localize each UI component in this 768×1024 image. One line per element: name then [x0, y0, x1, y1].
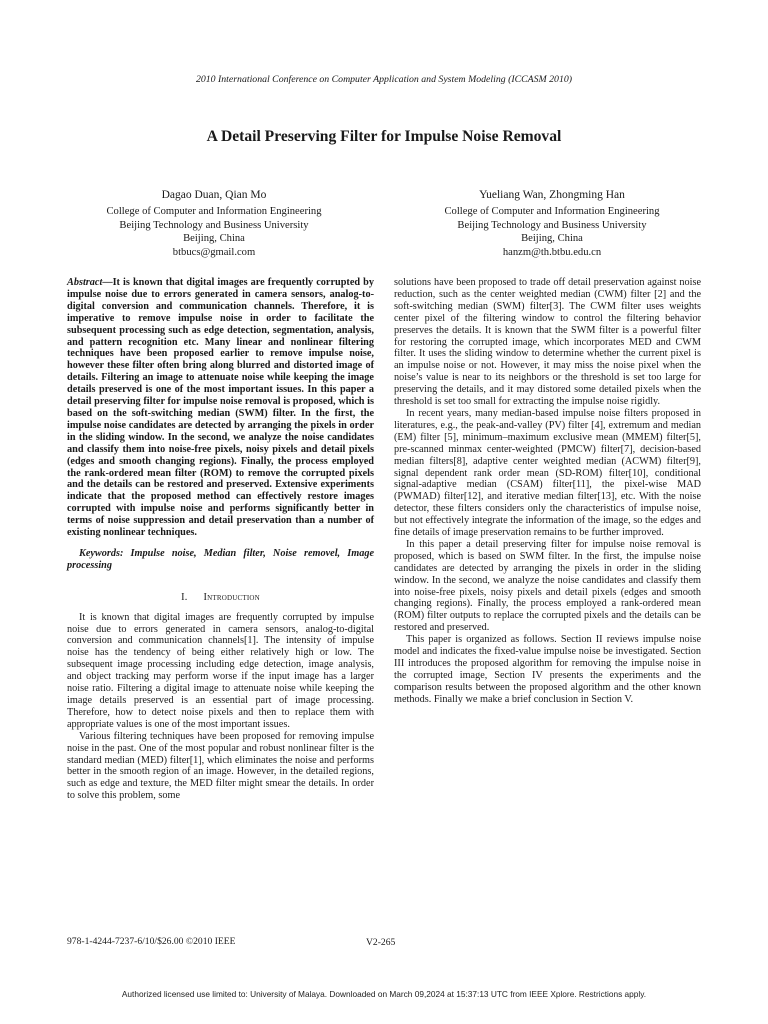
author-email: btbucs@gmail.com [172, 247, 256, 259]
right-column [394, 277, 701, 706]
author-affiliation: College of Computer and Information Engineering [444, 205, 660, 217]
author-block-2 [408, 189, 696, 260]
section-title: Introduction [203, 591, 260, 603]
abstract-lead: Abstract [67, 277, 103, 288]
author-institution: Beijing Technology and Business University [457, 219, 647, 231]
author-location: Beijing, China [183, 233, 245, 245]
body-paragraph: solutions have been proposed to trade off detail preservation against noise reduction, such as the center weighted median (CWM) filter [2] and the soft-switching median (SWM) filter[3]. The CWM filter uses weights center pixel of the filtering window to control the filtering behavior preserves the details. It is known that the SWM filter is a powerful filter for restoring the corrupted image, which incorporates MED and CWM filter. It uses the sliding window to determine whether the current pixel is an impulse noise or not. However, it may miss the noise pixel when the noise’s value is near to its neighbors or the threshold is set too large for preserving the details, and it may distored some detailed pixels when the threshold is set too small for extracting the impulse noise rigidly. [394, 277, 701, 408]
author-email: hanzm@th.btbu.edu.cn [502, 247, 602, 259]
author-location: Beijing, China [521, 233, 583, 245]
author-names: Yueliang Wan, Zhongming Han [479, 189, 625, 201]
body-paragraph: It is known that digital images are frequently corrupted by impulse noise due to errors generated in camera sensors, analog-to-digital conversion and communication channels[1]. The intensity of impulse noise has the tendency of being either relatively high or low. The subsequent image processing including edge detection, image analysis, and object tracking may perform worse if the input image has a larger noise ratio. Filtering a digital image to attenuate noise while keeping the image details preserved is an essential part of image processing. Therefore, how to detect noise pixels and then to replace them with appropriate values is one of the most important issues. [67, 611, 374, 730]
author-institution: Beijing Technology and Business University [119, 219, 309, 231]
left-column [67, 277, 374, 802]
isbn-footer: 978-1-4244-7237-6/10/$26.00 ©2010 IEEE [67, 936, 236, 947]
license-notice: Authorized licensed use limited to: University of Malaya. Downloaded on March 09,2024 at 15:37:13 UTC from IEEE Xplore. Restrictions apply. [121, 989, 647, 999]
author-block-1 [70, 189, 358, 260]
abstract-text: —It is known that digital images are frequently corrupted by impulse noise due to errors generated in camera sensors, analog-to-digital conversion and communication channels. Therefore, it is imperative to remove impulse noise in order to facilitate the subsequent processing such as edge detection, segmentation, analysis, and pattern recognition etc. Many linear and nonlinear filtering techniques have been proposed earlier to remove impulse noise, however these filter often bring along blurred and distorted image of details. Filtering an image to attenuate noise while keeping the image details preserved is one of the most important issues. In this paper a detail preserving filter for impulse noise removal is proposed, which is based on the soft-switching median (SWM) filter. In the first, the impulse noise candidates are detected by arranging the pixels in order in the sliding window. In the second, we analyze the noise candidates and classify them into noise-free pixels, noisy pixels and detail pixels (edges and smooth changing regions). Finally, the process employed the rank-ordered mean filter (ROM) to remove the corrupted pixels and the details can be restored and preserved. Extensive experiments indicate that the proposed method can effectively restore images corrupted with impulse noise and performs significantly better in terms of noise suppression and detail preservation than a number of existing nonlinear techniques. [67, 277, 374, 539]
abstract [67, 277, 374, 539]
body-paragraph: In this paper a detail preserving filter for impulse noise removal is proposed, which is based on SWM filter. In the first, the impulse noise candidates are detected by arranging the pixels in order in the sliding window. In the second, we analyze the noise candidates and classify them into noise-free pixels, noisy pixels and detail pixels (edges and smooth changing regions). Finally, the process employed a rank-ordered mean (ROM) filter outputs to replace the corrupted pixels and the details can be restored and preserved. [394, 538, 701, 634]
author-affiliation: College of Computer and Information Engineering [106, 205, 322, 217]
author-names: Dagao Duan, Qian Mo [161, 189, 267, 201]
page-number: V2-265 [366, 937, 396, 948]
body-paragraph: In recent years, many median-based impulse noise filters proposed in literatures, e.g., the peak-and-valley (PV) filter [4], extremum and median (EM) filter [5], minimum–maximum exclusive mean (MMEM) filter[5], pre-scanned minmax center-weighted (PMCW) filter[7], decision-based median filters[8], adaptive center weighted median (ACWM) filter[9], signal dependent rank order mean (SD-ROM) filter[10], conditional signal-adaptive median (CSAM) filter[11], the pixel-wise MAD (PWMAD) filter[12], and iterative median filter[13], etc. With the noise detector, these filters considers only the characteristics of impulse noise, but not effectively integrate the information of the image, so the edges and fine details of image preservation remains to be further improved. [394, 407, 701, 539]
body-paragraph: Various filtering techniques have been proposed for removing impulse noise in the past. One of the most popular and robust nonlinear filter is the standard median (MED) filter[1], which eliminates the noise and performs better in the smooth region of an image. However, in the detailed regions, such as edge and texture, the MED filter might smear the details. In order to solve this problem, some [67, 730, 374, 802]
keywords: Keywords: Impulse noise, Median filter, Noise removel, Image processing [67, 547, 374, 571]
section-heading [67, 592, 374, 604]
conference-header: 2010 International Conference on Computer Application and System Modeling (ICCASM 2010) [195, 74, 573, 85]
body-paragraph: This paper is organized as follows. Section II reviews impulse noise model and indicates the fixed-value impulse noise be investigated. Section III introduces the proposed algorithm for removing the impulse noise in the corrupted image, Section IV presents the experiments and the comparison results between the proposed algorithm and the other known methods. Finally we make a brief conclusion in Section V. [394, 634, 701, 705]
section-number: I. [181, 591, 188, 603]
paper-title: A Detail Preserving Filter for Impulse Noise Removal [206, 128, 562, 145]
